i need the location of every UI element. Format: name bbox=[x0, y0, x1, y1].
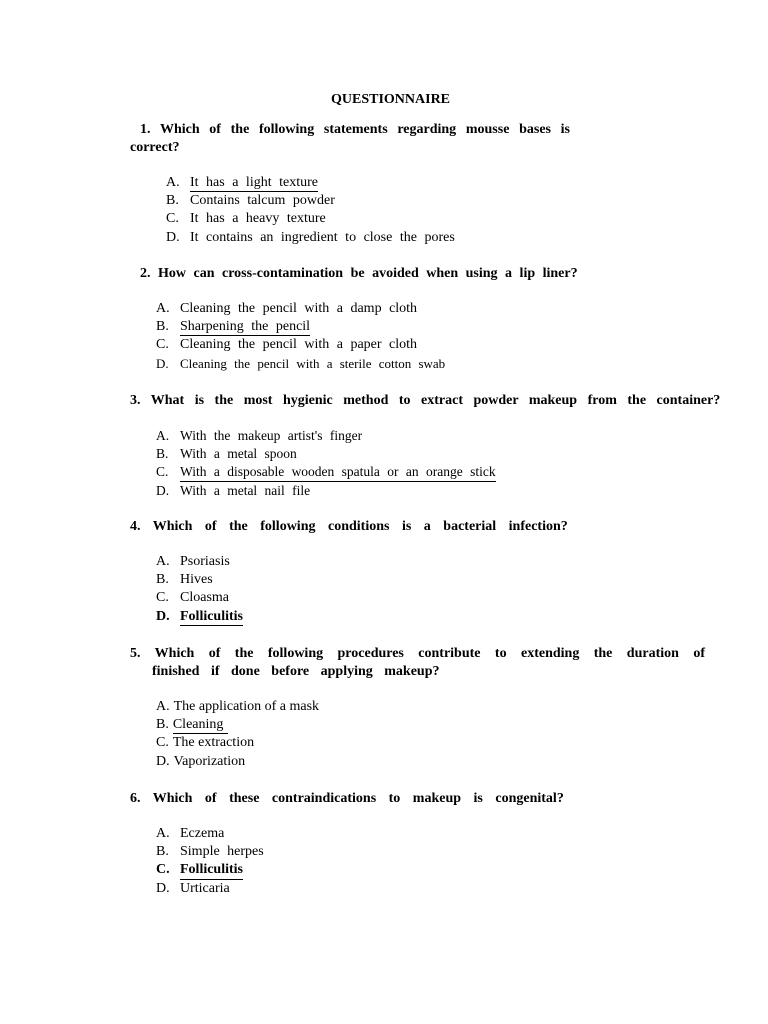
question-number: 1. bbox=[140, 122, 151, 137]
question-body: How can cross-contamination be avoided when using a lip liner? bbox=[158, 266, 578, 281]
option-b bbox=[156, 571, 768, 589]
option-text: Hives bbox=[180, 572, 213, 588]
question-2 bbox=[130, 265, 768, 373]
option-text: With a metal nail file bbox=[180, 482, 311, 498]
option-b bbox=[156, 318, 768, 336]
option-text: Eczema bbox=[180, 826, 225, 841]
question-number: 4. bbox=[130, 519, 141, 534]
option-letter: A. bbox=[156, 554, 170, 569]
option-text: The application of a mask bbox=[173, 699, 320, 714]
option-letter: C. bbox=[156, 590, 169, 606]
option-text: The extraction bbox=[172, 735, 255, 751]
option-letter: A. bbox=[156, 826, 170, 841]
option-text: Psoriasis bbox=[180, 554, 230, 569]
option-text: With a disposable wooden spatula or an orange stick bbox=[180, 463, 496, 481]
option-letter: D. bbox=[156, 482, 170, 498]
question-body: Which of these contraindications to makeup is congenital? bbox=[152, 791, 564, 806]
question-number: 6. bbox=[130, 791, 141, 806]
option-text: Folliculitis bbox=[180, 861, 243, 879]
option-text: Simple herpes bbox=[180, 844, 264, 860]
option-letter: B. bbox=[156, 572, 169, 588]
option-letter: B. bbox=[166, 193, 179, 209]
option-letter: D. bbox=[156, 880, 170, 896]
option-d bbox=[166, 229, 570, 247]
option-letter: B. bbox=[156, 844, 169, 860]
option-c bbox=[156, 336, 768, 354]
question-text bbox=[130, 790, 768, 808]
option-d bbox=[156, 482, 768, 500]
option-letter: A. bbox=[156, 301, 170, 316]
option-text: Vaporization bbox=[173, 753, 246, 769]
option-text: Cleaning the pencil with a paper cloth bbox=[180, 337, 418, 353]
option-letter: C. bbox=[156, 862, 170, 878]
option-text: With a metal spoon bbox=[180, 446, 297, 462]
option-letter: D. bbox=[156, 355, 169, 371]
options-list bbox=[156, 553, 768, 626]
option-a bbox=[156, 300, 768, 318]
options-list bbox=[156, 300, 768, 373]
option-d bbox=[156, 753, 705, 771]
option-d bbox=[156, 880, 768, 898]
option-c bbox=[156, 463, 768, 481]
option-a bbox=[156, 427, 768, 445]
question-number: 3. bbox=[130, 393, 141, 408]
option-a bbox=[156, 825, 768, 843]
option-c bbox=[156, 861, 768, 879]
option-text: Cloasma bbox=[180, 590, 229, 606]
question-3 bbox=[130, 392, 768, 500]
option-c bbox=[156, 589, 768, 607]
question-number: 5. bbox=[130, 646, 141, 661]
option-letter: D. bbox=[156, 608, 170, 624]
option-a bbox=[156, 698, 705, 716]
option-text: Cleaning bbox=[173, 716, 229, 734]
option-a bbox=[166, 174, 570, 192]
option-letter: B. bbox=[156, 446, 169, 462]
option-text: Folliculitis bbox=[180, 608, 243, 626]
option-c bbox=[166, 210, 570, 228]
options-list bbox=[156, 825, 768, 898]
option-c bbox=[156, 734, 705, 752]
option-d bbox=[156, 355, 768, 373]
option-text: Contains talcum powder bbox=[190, 193, 335, 209]
question-text bbox=[130, 392, 768, 410]
question-6 bbox=[130, 790, 768, 898]
option-text: It contains an ingredient to close the pores bbox=[190, 229, 455, 245]
option-letter: C. bbox=[156, 735, 169, 751]
option-letter: B. bbox=[156, 319, 169, 335]
question-text bbox=[130, 265, 768, 283]
option-b bbox=[156, 716, 705, 734]
question-text bbox=[130, 645, 705, 681]
option-text: Cleaning the pencil with a damp cloth bbox=[180, 301, 418, 316]
options-list bbox=[156, 427, 768, 500]
option-letter: A. bbox=[156, 428, 170, 443]
options-list bbox=[166, 174, 570, 247]
option-letter: D. bbox=[156, 753, 170, 769]
question-1 bbox=[130, 121, 570, 247]
option-d bbox=[156, 608, 768, 626]
option-b bbox=[166, 192, 570, 210]
question-body: What is the most hygienic method to extract powder makeup from the container? bbox=[150, 393, 721, 408]
question-body: Which of the following conditions is a bacterial infection? bbox=[152, 519, 568, 534]
question-body: Which of the following statements regarding mousse bases is correct? bbox=[130, 122, 570, 155]
question-number: 2. bbox=[140, 266, 151, 281]
question-body: Which of the following procedures contribute to extending the duration of finished if done before applying makeup? bbox=[152, 646, 705, 679]
option-text: It has a light texture bbox=[190, 174, 318, 192]
option-a bbox=[156, 553, 768, 571]
option-text: Sharpening the pencil bbox=[180, 318, 310, 336]
option-b bbox=[156, 445, 768, 463]
page-title: QUESTIONNAIRE bbox=[330, 92, 451, 107]
option-text: With the makeup artist's finger bbox=[180, 428, 363, 443]
question-text bbox=[130, 121, 570, 157]
question-4 bbox=[130, 518, 768, 626]
option-text: It has a heavy texture bbox=[190, 211, 326, 227]
option-letter: B. bbox=[156, 717, 169, 733]
option-letter: C. bbox=[166, 211, 179, 227]
option-letter: D. bbox=[166, 229, 180, 245]
option-text: Urticaria bbox=[180, 880, 230, 896]
option-text: Cleaning the pencil with a sterile cotton swab bbox=[180, 355, 446, 371]
question-text bbox=[130, 518, 768, 536]
option-letter: C. bbox=[156, 337, 169, 353]
option-letter: A. bbox=[156, 699, 170, 714]
option-b bbox=[156, 843, 768, 861]
option-letter: C. bbox=[156, 464, 169, 480]
option-letter: A. bbox=[166, 175, 180, 190]
options-list bbox=[156, 698, 705, 771]
question-5 bbox=[130, 645, 705, 771]
